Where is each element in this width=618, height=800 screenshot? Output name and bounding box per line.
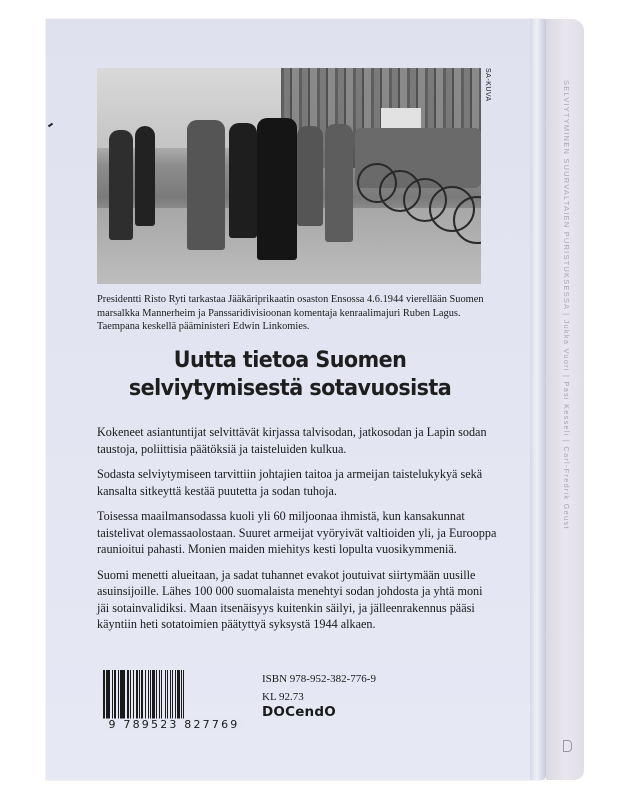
- blurb-paragraph: Sodasta selviytymiseen tarvittiin johtajien taitoa ja armeijan taistelukykyä sekä kansalta sitkeyttä kestää puutetta ja sodan tuhoja.: [97, 467, 483, 498]
- spine-title-authors: SELVIYTYMINEN SUURVALTAIEN PURISTUKSESSA | Jukka Vuori | Pasi Kesseli | Carl-Fredrik Geust: [562, 80, 571, 530]
- headline: [106, 346, 474, 402]
- headline-line-2: selviytymisestä sotavuosista: [128, 375, 452, 401]
- blurb-paragraph: Suomi menetti alueitaan, ja sadat tuhannet evakot joutuivat siirtymään uusille asuinsijoille. Lähes 100 000 suomalaista menehtyi sodan johdosta ja yhtä moni jäi sotainvalidiksi. Maan itsenäisyys kuitenkin säilyi, ja jälleenrakennus pääsi käyntiin heti sotatoimien päätyttyä syksystä 1944 alkaen.: [97, 567, 483, 631]
- blurb-paragraph: Kokeneet asiantuntijat selvittävät kirjassa talvisodan, jatkosodan ja Lapin sodan taustoja, poliittisia päätöksiä ja taisteluiden kulkua.: [97, 425, 487, 456]
- photo-credit: SA-KUVA: [484, 68, 491, 102]
- isbn-barcode: [103, 670, 245, 736]
- barcode-number: 9 789523 827769: [103, 718, 245, 731]
- barcode-bars: [103, 670, 245, 722]
- isbn-block: [262, 670, 376, 706]
- blurb: [97, 424, 497, 642]
- blurb-paragraph: Toisessa maailmansodassa kuoli yli 60 miljoonaa ihmistä, kun kansakunnat taistelivat olemassaolostaan. Suuret armeijat vyöryivät valtioiden yli, ja Eurooppa raunioitui pahasti. Monien maiden miehitys kesti lopulta vuosikymmeniä.: [97, 509, 497, 556]
- publisher-logo: DOCendO: [262, 704, 336, 720]
- photo-caption: Presidentti Risto Ryti tarkastaa Jääkäriprikaatin osaston Ensossa 4.6.1944 vierellään Suomen marsalkka Mannerheim ja Panssaridivisioonan komentaja kenraalimajuri Ruben Lagus. Taempana keskellä pääministeri Edwin Linkomies.: [97, 294, 484, 332]
- headline-line-1: Uutta tietoa Suomen: [173, 347, 407, 373]
- spine-publisher-logo-icon: [563, 740, 572, 752]
- isbn: ISBN 978-952-382-776-9: [262, 673, 376, 685]
- classification: KL 92.73: [262, 691, 304, 703]
- historical-photo: [97, 68, 481, 284]
- cover-hinge: [530, 19, 546, 780]
